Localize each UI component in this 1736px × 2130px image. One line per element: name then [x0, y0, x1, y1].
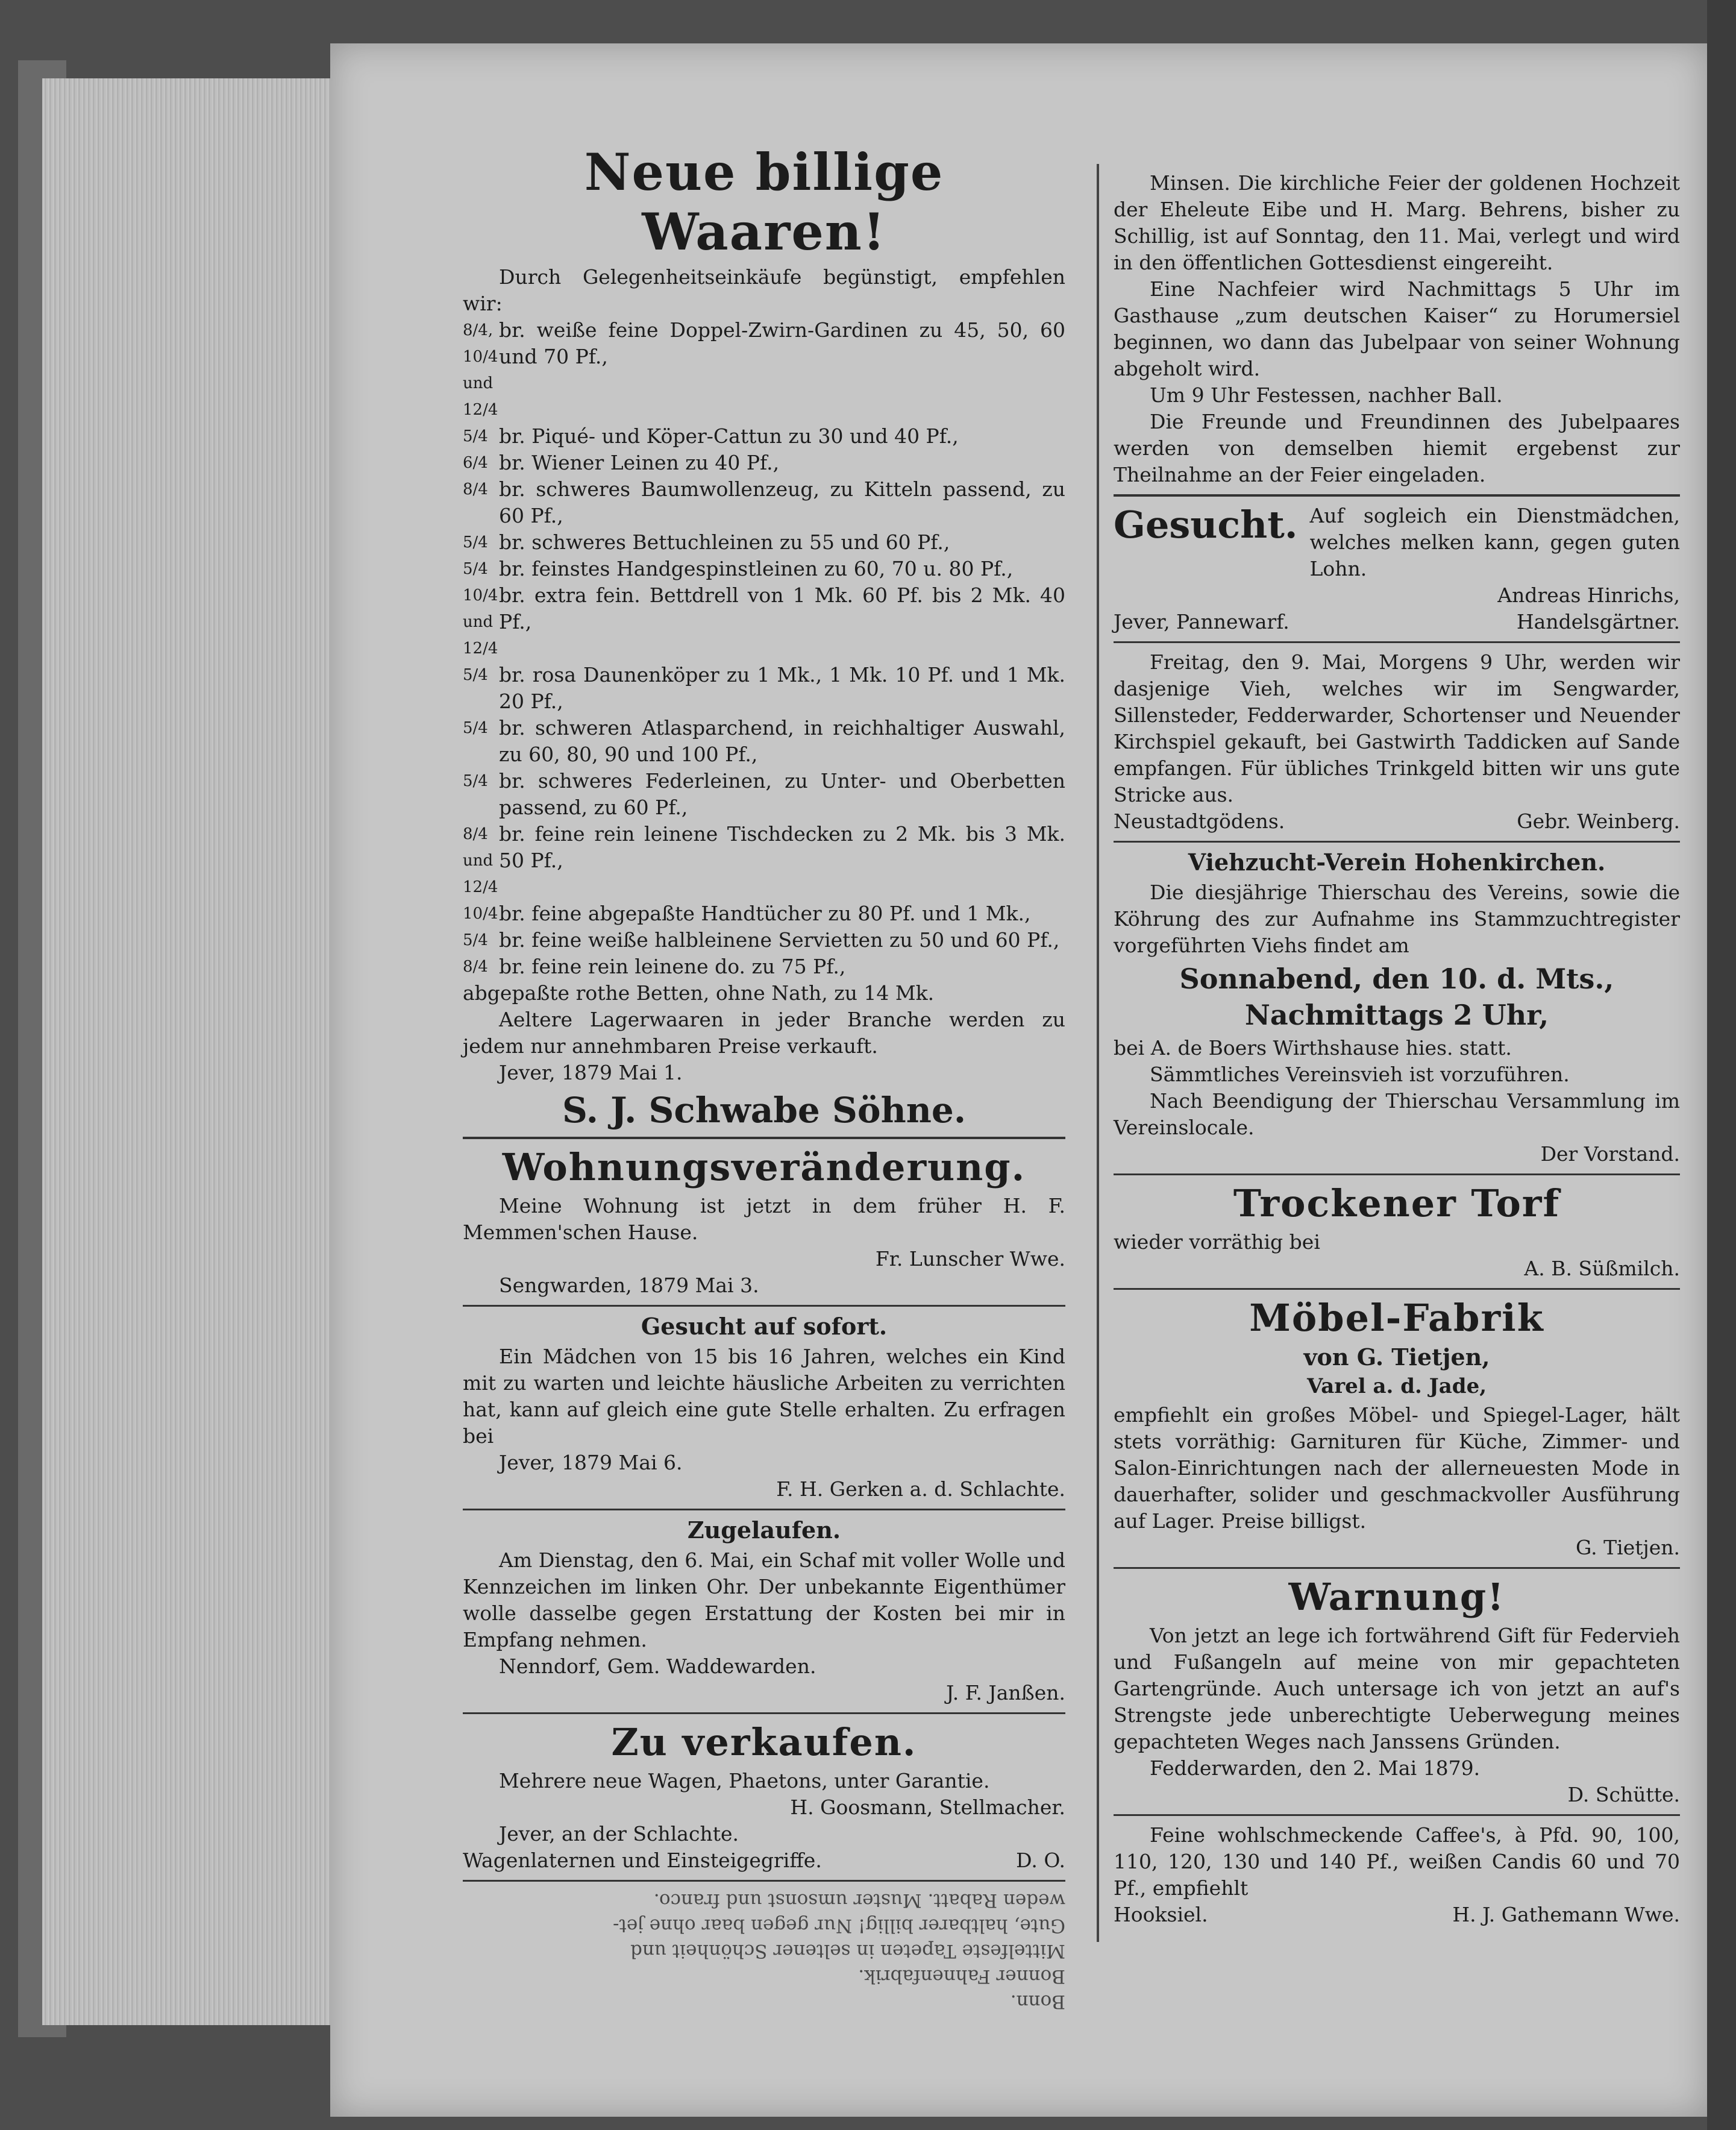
price-list-item — [463, 556, 1065, 582]
ad-gesucht — [1114, 503, 1680, 635]
bleedthrough-line: Gute, haltbarer billig! Nur gegen baar ohne jet- — [612, 1915, 1065, 1937]
item-text: br. weiße feine Doppel-Zwirn-Gardinen zu 45, 50, 60 und 70 Pf., — [499, 318, 1065, 368]
ad-wohnungsveraenderung — [463, 1145, 1065, 1299]
item-text: br. rosa Daunenköper zu 1 Mk., 1 Mk. 10 Pf. und 1 Mk. 20 Pf., — [499, 663, 1065, 713]
ad-extra: abgepaßte rothe Betten, ohne Nath, zu 14 Mk. — [463, 981, 935, 1005]
divider — [1114, 1814, 1680, 1816]
ad-place: Jever, 1879 Mai 1. — [499, 1061, 683, 1084]
ad-body: Am Dienstag, den 6. Mai, ein Schaf mit voller Wolle und Kennzeichen im linken Ohr. Der unbekannte Eigenthümer wolle dasselbe gegen Erstattung der Kosten bei mir in Empfang nehmen. — [463, 1548, 1065, 1651]
ad-body: Mehrere neue Wagen, Phaetons, unter Garantie. — [499, 1769, 990, 1792]
ad-body: empfiehlt ein großes Möbel- und Spiegel-Lager, hält stets vorräthig: Garnituren für Küche, Zimmer- und Salon-Einrichtungen nach der allerneuesten Mode in dauerhafter, solider und geschmackvoller Ausführung auf Lager. Preise billigst. — [1114, 1403, 1680, 1533]
newspaper-page — [330, 43, 1707, 2117]
price-list — [463, 317, 1065, 980]
ad-signature: F. H. Gerken a. d. Schlachte. — [776, 1477, 1065, 1501]
item-width: 5/4 — [463, 772, 488, 790]
ad-subtitle: von G. Tietjen, — [1303, 1343, 1490, 1371]
ad-title: Gesucht auf sofort. — [641, 1313, 888, 1340]
ad-title: Warnung! — [1288, 1575, 1505, 1619]
item-text: br. schweres Bettuchleinen zu 55 und 60 Pf., — [499, 530, 950, 554]
ad-line: Sämmtliches Vereinsvieh ist vorzuführen. — [1150, 1063, 1570, 1086]
item-width: 6/4 — [463, 454, 488, 472]
item-width: 10/4 und 12/4 — [463, 586, 498, 658]
left-column — [463, 140, 1065, 2014]
price-list-item — [463, 662, 1065, 715]
item-text: br. feine abgepaßte Handtücher zu 80 Pf. und 1 Mk., — [499, 902, 1031, 925]
ad-gesucht-auf-sofort — [463, 1313, 1065, 1503]
price-list-item — [463, 582, 1065, 662]
price-list-item — [463, 715, 1065, 768]
ad-title: Viehzucht-Verein Hohenkirchen. — [1188, 849, 1606, 876]
price-list-item — [463, 768, 1065, 821]
divider — [1114, 1567, 1680, 1569]
ad-body: Ein Mädchen von 15 bis 16 Jahren, welches ein Kind mit zu warten und leichte häusliche Arbeiten zu verrichten hat, kann auf gleich eine gute Stelle erhalten. Zu erfragen bei — [463, 1345, 1065, 1448]
ad-body: Meine Wohnung ist jetzt in dem früher H. F. Memmen'schen Hause. — [463, 1194, 1065, 1244]
ad-title: Neue billige Waaren! — [584, 142, 944, 262]
ad-body: Von jetzt an lege ich fortwährend Gift für Federvieh und Fußangeln auf meine von mir gepachteten Gartengründe. Auch untersage ich von jetzt an auf's Strengste jede unberechtigte Ueberwegung meines gepachteten Weges nach Janssens Gründen. — [1114, 1624, 1680, 1753]
bleedthrough-line: Bonn. — [1010, 1991, 1065, 2012]
ad-extra-row — [463, 1847, 1065, 1874]
ad-signature: H. Goosmann, Stellmacher. — [790, 1795, 1065, 1819]
ad-body: Feine wohlschmeckende Caffee's, à Pfd. 90, 100, 110, 120, 130 und 140 Pf., weißen Candis 60 und 70 Pf., empfiehlt — [1114, 1823, 1680, 1900]
ad-title: Möbel-Fabrik — [1249, 1296, 1544, 1340]
price-list-item — [463, 450, 1065, 476]
ad-body: Um 9 Uhr Festessen, nachher Ball. — [1150, 383, 1503, 407]
ad-signature: A. B. Süßmilch. — [1524, 1257, 1680, 1280]
ad-place: Jever, Pannewarf. — [1114, 610, 1289, 633]
ad-freitag — [1114, 649, 1680, 835]
ad-extra-signature: D. O. — [1016, 1849, 1065, 1872]
divider — [463, 1712, 1065, 1714]
ad-place: Neustadtgödens. — [1114, 809, 1285, 833]
right-column — [1114, 170, 1680, 1928]
item-text: br. feine rein leinene do. zu 75 Pf., — [499, 955, 846, 978]
ad-signature: Fr. Lunscher Wwe. — [875, 1247, 1065, 1271]
ad-subtitle: Varel a. d. Jade, — [1306, 1374, 1487, 1398]
item-width: 5/4 — [463, 427, 488, 445]
ad-place: Hooksiel. — [1114, 1903, 1208, 1926]
item-width: 5/4 — [463, 666, 488, 684]
ad-title: Trockener Torf — [1233, 1181, 1561, 1225]
column-divider — [1097, 164, 1099, 1942]
gesucht-block — [1114, 503, 1680, 582]
ad-footer-row — [1114, 1902, 1680, 1928]
ad-neue-billige-waaren — [463, 142, 1065, 1131]
item-width: 8/4 und 12/4 — [463, 825, 498, 896]
price-list-item — [463, 953, 1065, 980]
ad-place: Nenndorf, Gem. Waddewarden. — [499, 1654, 816, 1678]
divider — [463, 1305, 1065, 1307]
ad-place: Fedderwarden, den 2. Mai 1879. — [1150, 1756, 1481, 1780]
ad-place: Jever, an der Schlachte. — [499, 1822, 739, 1846]
ad-body: wieder vorräthig bei — [1114, 1230, 1320, 1254]
item-text: br. feinstes Handgespinstleinen zu 60, 70 u. 80 Pf., — [499, 557, 1014, 580]
divider — [463, 1880, 1065, 1882]
ad-caffee — [1114, 1822, 1680, 1928]
ad-zu-verkaufen — [463, 1720, 1065, 1874]
item-text: br. schweren Atlasparchend, in reichhaltiger Auswahl, zu 60, 80, 90 und 100 Pf., — [499, 716, 1065, 766]
ad-signature: Gebr. Weinberg. — [1517, 809, 1680, 833]
price-list-item — [463, 529, 1065, 556]
bleedthrough-line: Mittelfeste Tapeten in seltener Schönheit und — [630, 1940, 1065, 1962]
ad-time: Nachmittags 2 Uhr, — [1244, 999, 1549, 1031]
ad-warnung — [1114, 1575, 1680, 1808]
item-text: br. feine rein leinene Tischdecken zu 2 Mk. bis 3 Mk. 50 Pf., — [499, 822, 1065, 872]
item-width: 8/4 — [463, 958, 488, 976]
ad-place: bei A. de Boers Wirthshause hies. statt. — [1114, 1036, 1512, 1060]
ad-date: Sonnabend, den 10. d. Mts., — [1179, 963, 1614, 995]
ad-body: Freitag, den 9. Mai, Morgens 9 Uhr, werden wir dasjenige Vieh, welches wir im Sengwarder, Sillensteder, Fedderwarder, Schortenser und Neuender Kirchspiel gekauft, bei Gastwirth Taddicken auf Sande empfangen. Für übliches Trinkgeld bitten wir uns gute Stricke aus. — [1114, 650, 1680, 806]
item-width: 8/4 — [463, 480, 488, 498]
item-width: 5/4 — [463, 560, 488, 578]
ad-signature: Der Vorstand. — [1540, 1142, 1680, 1166]
ad-viehzucht-verein — [1114, 849, 1680, 1167]
price-list-item — [463, 317, 1065, 423]
item-text: br. schweres Baumwollenzeug, zu Kitteln passend, zu 60 Pf., — [499, 477, 1065, 527]
ad-body: Die Freunde und Freundinnen des Jubelpaares werden von demselben hiemit ergebenst zur Theilnahme an der Feier eingeladen. — [1114, 410, 1680, 486]
ad-signature: D. Schütte. — [1567, 1783, 1680, 1806]
price-list-item — [463, 821, 1065, 900]
ad-signature: J. F. Janßen. — [946, 1681, 1065, 1704]
item-width: 10/4 — [463, 905, 498, 923]
divider — [1114, 1173, 1680, 1175]
ad-firm: S. J. Schwabe Söhne. — [562, 1090, 967, 1131]
ad-role: Handelsgärtner. — [1516, 610, 1680, 633]
background-strip — [1707, 0, 1736, 2130]
ad-signature: Andreas Hinrichs, — [1497, 583, 1680, 607]
ad-footer-row — [1114, 609, 1680, 635]
item-width: 5/4 — [463, 931, 488, 949]
divider — [1114, 494, 1680, 497]
divider — [1114, 1288, 1680, 1290]
item-text: br. Piqué- und Köper-Cattun zu 30 und 40 Pf., — [499, 424, 959, 448]
ad-footer-row — [1114, 808, 1680, 835]
ad-extra: Wagenlaternen und Einsteigegriffe. — [463, 1849, 822, 1872]
bleedthrough-line: Bonner Fahnenfabrik. — [858, 1965, 1065, 1987]
item-text: br. feine weiße halbleinene Servietten zu 50 und 60 Pf., — [499, 928, 1060, 952]
ad-title: Zugelaufen. — [687, 1516, 841, 1544]
ad-trockener-torf — [1114, 1181, 1680, 1282]
ad-line: Nach Beendigung der Thierschau Versammlung im Vereinslocale. — [1114, 1089, 1680, 1139]
ad-zugelaufen — [463, 1516, 1065, 1706]
ad-signature: G. Tietjen. — [1575, 1536, 1680, 1559]
item-width: 5/4 — [463, 719, 488, 737]
ad-title: Gesucht. — [1114, 503, 1298, 547]
price-list-item — [463, 476, 1065, 529]
ad-title: Zu verkaufen. — [611, 1720, 917, 1764]
page-edges — [42, 78, 359, 2025]
divider — [1114, 841, 1680, 843]
bleedthrough-line: weden Rabatt. Muster umsonst und franco. — [653, 1890, 1065, 1911]
item-text: br. schweres Federleinen, zu Unter- und Oberbetten passend, zu 60 Pf., — [499, 769, 1065, 819]
ad-title: Wohnungsveränderung. — [502, 1145, 1026, 1189]
price-list-item — [463, 423, 1065, 450]
item-text: br. Wiener Leinen zu 40 Pf., — [499, 451, 780, 474]
bleedthrough-text — [463, 1888, 1065, 2014]
divider — [463, 1509, 1065, 1510]
price-list-item — [463, 927, 1065, 953]
ad-body: Auf sogleich ein Dienstmädchen, welches melken kann, gegen guten Lohn. — [1309, 504, 1680, 580]
divider — [463, 1137, 1065, 1139]
ad-body: Minsen. Die kirchliche Feier der goldenen Hochzeit der Eheleute Eibe und H. Marg. Behrens, bisher zu Schillig, ist auf Sonntag, den 11. Mai, verlegt und wird in den öffentlichen Gottesdienst eingereiht. — [1114, 171, 1680, 274]
ad-body: Die diesjährige Thierschau des Vereins, sowie die Köhrung des zur Aufnahme ins Stammzuchtregister vorgeführten Viehs findet am — [1114, 881, 1680, 957]
item-text: br. extra fein. Bettdrell von 1 Mk. 60 Pf. bis 2 Mk. 40 Pf., — [499, 583, 1065, 633]
ad-place: Jever, 1879 Mai 6. — [499, 1451, 683, 1474]
item-width: 8/4, 10/4 und 12/4 — [463, 321, 498, 419]
price-list-item — [463, 900, 1065, 927]
ad-body: Eine Nachfeier wird Nachmittags 5 Uhr im Gasthause „zum deutschen Kaiser“ zu Horumersiel beginnen, wo dann das Jubelpaar von seiner Wohnung abgeholt wird. — [1114, 277, 1680, 380]
ad-closing: Aeltere Lagerwaaren in jeder Branche werden zu jedem nur annehmbaren Preise verkauft. — [463, 1008, 1065, 1058]
ad-place: Sengwarden, 1879 Mai 3. — [499, 1274, 759, 1297]
ad-intro: Durch Gelegenheitseinkäufe begünstigt, empfehlen wir: — [463, 265, 1065, 315]
ad-moebel-fabrik — [1114, 1296, 1680, 1561]
item-width: 5/4 — [463, 533, 488, 551]
ad-minsen — [1114, 170, 1680, 488]
divider — [1114, 641, 1680, 643]
ad-signature: H. J. Gathemann Wwe. — [1452, 1903, 1680, 1926]
